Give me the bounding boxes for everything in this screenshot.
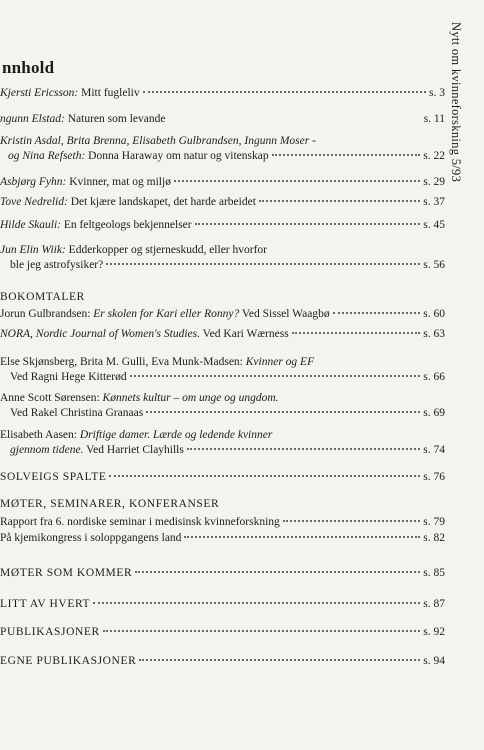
section-label: MØTER SOM KOMMER [0, 567, 133, 579]
author: Kjersti Ericsson: [0, 87, 79, 99]
review-nora [0, 327, 445, 342]
page-number: s. 92 [423, 626, 445, 638]
page-number: s. 82 [423, 532, 445, 544]
toc-entry-ericsson [0, 86, 445, 101]
review-aasen [0, 428, 445, 458]
article-title: Naturen som levande [67, 113, 166, 125]
article-title: Edderkopper og stjerneskudd, eller hvorfor [68, 244, 267, 256]
entry-title: Rapport fra 6. nordiske seminar i medisinsk kvinneforskning [0, 516, 280, 528]
reviewer: Ved Sissel Waagbø [241, 308, 330, 320]
book-title: Driftige damer. Lærde og ledende kvinner [79, 429, 273, 441]
book-title: Kønnets kultur – om unge og ungdom. [102, 392, 279, 404]
review-author: Else Skjønsberg, Brita M. Gulli, Eva Munk-Madsen: [0, 356, 243, 368]
section-bokomtaler: BOKOMTALER [0, 291, 85, 303]
book-title: Er skolen for Kari eller Ronny? [93, 308, 240, 320]
page-number: s. 69 [423, 407, 445, 419]
section-label: EGNE PUBLIKASJONER [0, 655, 137, 667]
page-number: s. 66 [423, 371, 445, 383]
review-sorensen [0, 391, 445, 421]
reviewer: Ved Ragni Hege Kitterød [10, 371, 127, 383]
toc-entry-elstad [0, 112, 445, 127]
author: Asbjørg Fyhn: [0, 176, 67, 188]
reviewer: Ved Kari Wærness [202, 328, 289, 340]
page-heading: nnhold [2, 58, 55, 77]
page-number: s. 45 [423, 219, 445, 231]
page-number: s. 94 [423, 655, 445, 667]
book-title: NORA, Nordic Journal of Women's Studies. [0, 328, 200, 340]
page-number: s. 74 [423, 444, 445, 456]
toc-entry-nedrelid [0, 188, 445, 210]
article-title: Mitt fugleliv [81, 87, 140, 99]
section-egne-publikasjoner [0, 654, 445, 669]
book-title: Kvinner og EF [245, 356, 315, 368]
author: Tove Nedrelid: [0, 196, 68, 208]
section-label: LITT AV HVERT [0, 598, 91, 610]
section-moter-seminarer: MØTER, SEMINARER, KONFERANSER [0, 498, 220, 510]
page-number: s. 60 [423, 308, 445, 320]
article-title: Det kjære landskapet, det harde arbeidet [70, 196, 256, 208]
article-title-cont: ble jeg astrofysiker? [10, 259, 104, 271]
page-number: s. 3 [429, 87, 445, 99]
article-title: En feltgeologs bekjennelser [63, 219, 192, 231]
entry-title: På kjemikongress i soloppgangens land [0, 532, 182, 544]
author: ngunn Elstad: [0, 113, 65, 125]
article-title: Donna Haraway om natur og vitenskap [88, 150, 269, 162]
review-gulbrandsen [0, 307, 445, 322]
journal-side-title: Nytt om kvinneforskning 5/93 [449, 22, 463, 183]
section-publikasjoner [0, 625, 445, 640]
section-solveigs-spalte [0, 470, 445, 485]
review-author: Jorun Gulbrandsen: [0, 308, 91, 320]
reviewer: Ved Rakel Christina Granaas [10, 407, 144, 419]
page-number: s. 56 [423, 259, 445, 271]
page-number: s. 11 [423, 113, 445, 125]
review-skjonsberg [0, 355, 445, 385]
page-number: s. 37 [423, 196, 445, 208]
article-title: Kvinner, mat og miljø [69, 176, 171, 188]
toc-entry-kjemikongress [0, 531, 445, 546]
book-title-cont: gjennom tidene. [10, 444, 84, 456]
section-label: PUBLIKASJONER [0, 626, 100, 638]
reviewer: Ved Harriet Clayhills [86, 444, 184, 456]
author-cont: og Nina Refseth: [8, 150, 86, 162]
author: Jun Elin Wiik: [0, 244, 66, 256]
toc-entry-skauli [0, 218, 445, 233]
page-number: s. 79 [423, 516, 445, 528]
toc-entry-asdal [0, 134, 445, 164]
section-litt-av-hvert [0, 597, 445, 612]
review-author: Elisabeth Aasen: [0, 429, 77, 441]
section-label: SOLVEIGS SPALTE [0, 471, 107, 483]
page-number: s. 87 [423, 598, 445, 610]
review-author: Anne Scott Sørensen: [0, 392, 100, 404]
toc-entry-rapport [0, 515, 445, 530]
page-number: s. 22 [423, 150, 445, 162]
section-moter-som-kommer [0, 566, 445, 581]
page-number: s. 29 [423, 176, 445, 188]
author: Hilde Skauli: [0, 219, 61, 231]
page-number: s. 76 [423, 471, 445, 483]
author: Kristin Asdal, Brita Brenna, Elisabeth Gulbrandsen, Ingunn Moser - [0, 135, 316, 147]
page-number: s. 63 [423, 328, 445, 340]
toc-entry-wiik [0, 243, 445, 273]
page-number: s. 85 [423, 567, 445, 579]
